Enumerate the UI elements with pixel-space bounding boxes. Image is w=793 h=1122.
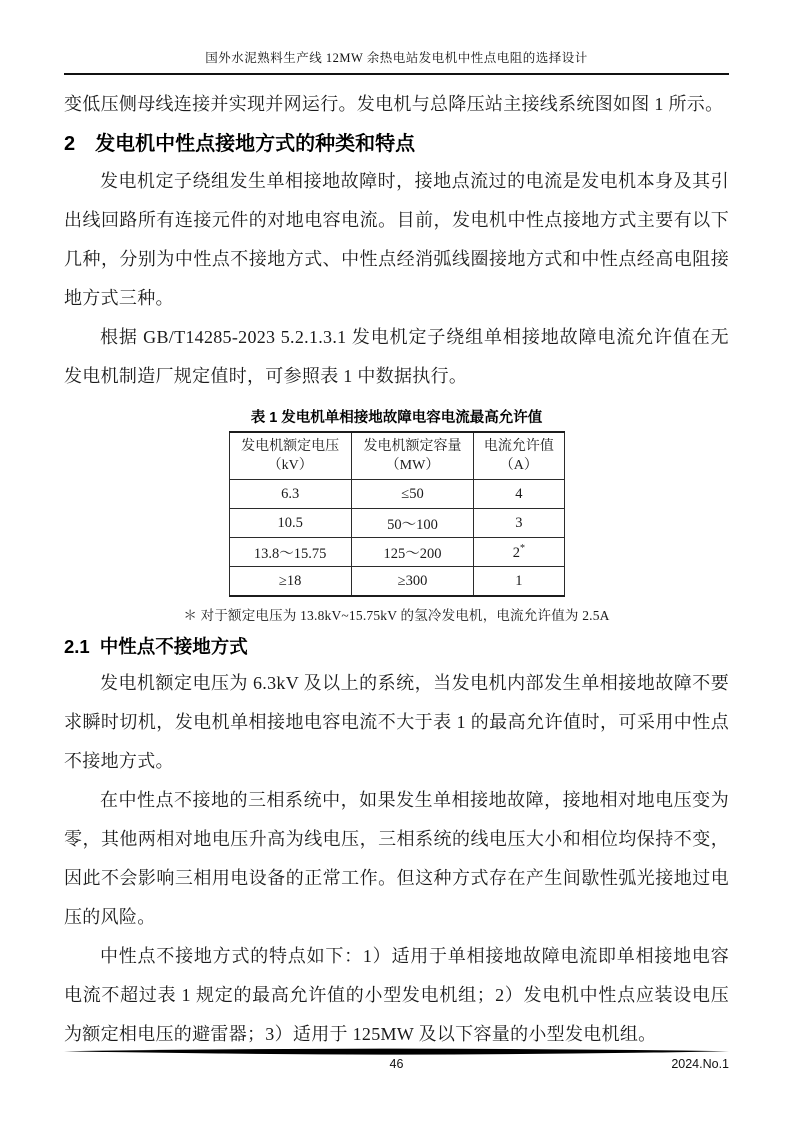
table-1-caption: 表 1 发电机单相接地故障电容电流最高允许值: [250, 410, 543, 426]
cell-capacity: 125～200: [351, 538, 473, 567]
section-title: 发电机中性点接地方式的种类和特点: [95, 133, 416, 155]
table-1-header: [229, 432, 564, 480]
cell-voltage: 13.8～15.75: [229, 538, 351, 567]
page-footer: [64, 1048, 729, 1088]
page-content: [64, 85, 729, 1054]
table-col-header-voltage: 发电机额定电压 （kV）: [229, 432, 351, 480]
table-header-row: [229, 432, 564, 480]
table-row: [229, 538, 564, 567]
section-number: 2: [64, 133, 76, 155]
table-col-header-current: 电流允许值 （A）: [474, 432, 564, 480]
table-1: [229, 431, 565, 597]
table-1-body: [229, 480, 564, 597]
paragraph-1: 发电机定子绕组发生单相接地故障时，接地点流过的电流是发电机本身及其引出线回路所有连接元件的对地电容电流。目前，发电机中性点接地方式主要有以下几种，分别为中性点不接地方式、中性点经消弧线圈接地方式和中性点经高电阻接地方式三种。: [64, 171, 729, 308]
table-col-header-capacity: 发电机额定容量 （MW）: [351, 432, 473, 480]
running-header-title: 国外水泥熟料生产线 12MW 余热电站发电机中性点电阻的选择设计: [205, 51, 588, 65]
cell-current: 4: [474, 480, 564, 509]
footer-text-row: [64, 1057, 729, 1071]
footnote-marker: *: [519, 542, 525, 554]
table-1-footnote: ＊ 对于额定电压为 13.8kV~15.75kV 的氢冷发电机，电流允许值为 2.5A: [183, 608, 610, 623]
table-row: [229, 567, 564, 597]
cell-capacity: ≥300: [351, 567, 473, 597]
table-row: [229, 480, 564, 509]
issue-label: 2024.No.1: [671, 1057, 729, 1071]
paragraph-4: 在中性点不接地的三相系统中，如果发生单相接地故障，接地相对地电压变为零，其他两相对地电压升高为线电压，三相系统的线电压大小和相位均保持不变，因此不会影响三相用电设备的正常工作。但这种方式存在产生间歇性弧光接地过电压的风险。: [64, 790, 729, 927]
cell-voltage: 6.3: [229, 480, 351, 509]
running-header: [64, 0, 729, 75]
section-number: 2.1: [64, 636, 90, 657]
section-heading-2-1: [64, 632, 729, 662]
page-number: 46: [389, 1057, 404, 1071]
footer-thick-rule: [64, 1048, 729, 1055]
cell-capacity: 50～100: [351, 509, 473, 538]
paragraph-intro: 变低压侧母线连接并实现并网运行。发电机与总降压站主接线系统图如图 1 所示。: [64, 94, 724, 114]
table-row: [229, 509, 564, 538]
cell-current: 3: [474, 509, 564, 538]
cell-capacity: ≤50: [351, 480, 473, 509]
cell-current: 1: [474, 567, 564, 597]
cell-voltage: ≥18: [229, 567, 351, 597]
paragraph-3: 发电机额定电压为 6.3kV 及以上的系统，当发电机内部发生单相接地故障不要求瞬时切机，发电机单相接地电容电流不大于表 1 的最高允许值时，可采用中性点不接地方式。: [64, 673, 729, 771]
section-heading-2: [64, 128, 729, 160]
cell-current: 2*: [474, 538, 564, 567]
paragraph-2: 根据 GB/T14285-2023 5.2.1.3.1 发电机定子绕组单相接地故障电流允许值在无发电机制造厂规定值时，可参照表 1 中数据执行。: [64, 327, 729, 386]
section-title: 中性点不接地方式: [99, 636, 248, 657]
cell-voltage: 10.5: [229, 509, 351, 538]
paragraph-5: 中性点不接地方式的特点如下：1）适用于单相接地故障电流即单相接地电容电流不超过表 1 规定的最高允许值的小型发电机组；2）发电机中性点应装设电压为额定相电压的避雷器；3）适用于 125MW 及以下容量的小型发电机组。: [64, 946, 729, 1044]
